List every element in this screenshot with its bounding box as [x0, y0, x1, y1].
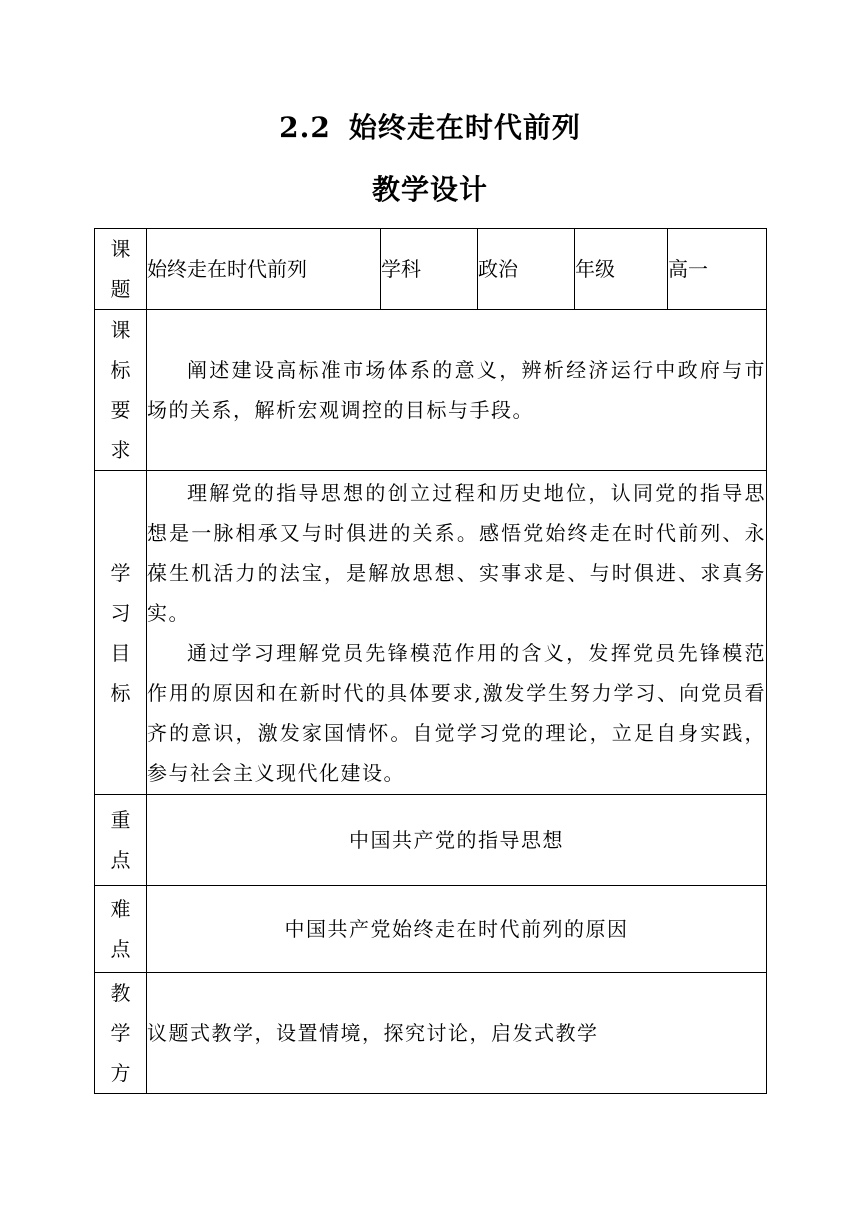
topic-value: 始终走在时代前列	[147, 229, 381, 310]
lesson-design-table	[94, 228, 767, 1094]
table-row	[95, 471, 767, 795]
subject-value: 政治	[478, 229, 575, 310]
goals-paragraph: 理解党的指导思想的创立过程和历史地位，认同党的指导思想是一脉相承又与时俱进的关系。感悟党始终走在时代前列、永葆生机活力的法宝，是解放思想、实事求是、与时俱进、求真务实。	[147, 480, 766, 625]
difficult-point-label: 难 点	[95, 886, 147, 973]
subject-label: 学科	[381, 229, 478, 310]
standard-content	[147, 310, 767, 471]
key-point-text: 中国共产党的指导思想	[147, 795, 767, 886]
topic-label: 课 题	[95, 229, 147, 310]
goals-label: 学 习 目 标	[95, 471, 147, 795]
goals-paragraph: 通过学习理解党员先锋模范作用的含义，发挥党员先锋模范作用的原因和在新时代的具体要求,激发学生努力学习、向党员看齐的意识，激发家国情怀。自觉学习党的理论，立足自身实践，参与社会主义现代化建设。	[147, 640, 766, 785]
title-number: 2.2	[279, 111, 331, 144]
standard-label: 课 标 要 求	[95, 310, 147, 471]
document-subtitle: 教学设计	[371, 173, 488, 206]
method-text: 议题式教学，设置情境，探究讨论，启发式教学	[147, 973, 767, 1094]
grade-label: 年级	[575, 229, 668, 310]
table-row	[95, 886, 767, 973]
table-row	[95, 973, 767, 1094]
goals-content	[147, 471, 767, 795]
table-row	[95, 229, 767, 310]
standard-text: 阐述建设高标准市场体系的意义，辨析经济运行中政府与市场的关系，解析宏观调控的目标与手段。	[147, 358, 766, 422]
title-text: 始终走在时代前列	[348, 111, 581, 144]
table-row	[95, 795, 767, 886]
difficult-point-text: 中国共产党始终走在时代前列的原因	[147, 886, 767, 973]
document-title	[0, 106, 860, 146]
method-label: 教 学 方	[95, 973, 147, 1094]
grade-value: 高一	[668, 229, 767, 310]
table-row	[95, 310, 767, 471]
key-point-label: 重 点	[95, 795, 147, 886]
